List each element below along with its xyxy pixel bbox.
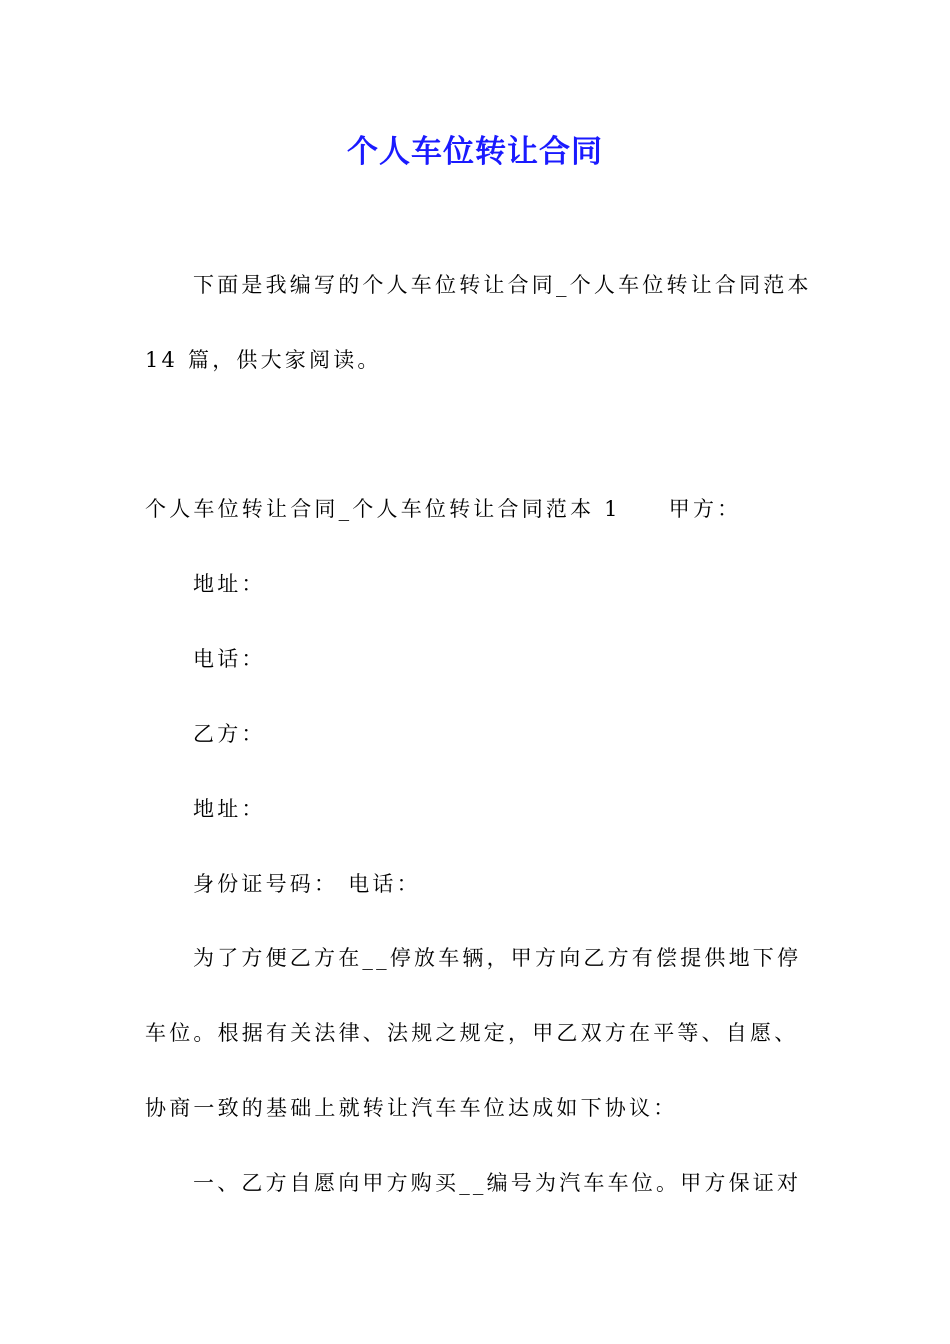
- para1-line-2: 车位。根据有关法律、法规之规定，甲乙双方在平等、自愿、: [145, 1021, 799, 1045]
- document-title: 个人车位转让合同: [347, 134, 603, 170]
- intro-line-1: 下面是我编写的个人车位转让合同_个人车位转让合同范本: [193, 273, 812, 297]
- para1-line-1: 为了方便乙方在__停放车辆，甲方向乙方有偿提供地下停: [193, 946, 802, 970]
- id-phone-row: [193, 866, 873, 902]
- section-heading-row: [145, 491, 825, 527]
- section-heading: 个人车位转让合同_个人车位转让合同范本 1: [145, 497, 621, 521]
- party-a-label: 甲方：: [668, 497, 742, 521]
- address-a-label: 地址：: [193, 572, 266, 596]
- id-number-label: 身份证号码：: [193, 872, 339, 896]
- para1-line-3: 协商一致的基础上就转让汽车车位达成如下协议：: [145, 1096, 678, 1120]
- address-b-label: 地址：: [193, 797, 266, 821]
- intro-line-2: 14 篇，供大家阅读。: [145, 348, 382, 372]
- phone-b-label: 电话：: [348, 872, 421, 896]
- clause1-line-1: 一、乙方自愿向甲方购买__编号为汽车车位。甲方保证对: [193, 1171, 802, 1195]
- phone-a-label: 电话：: [193, 647, 266, 671]
- party-b-label: 乙方：: [193, 722, 266, 746]
